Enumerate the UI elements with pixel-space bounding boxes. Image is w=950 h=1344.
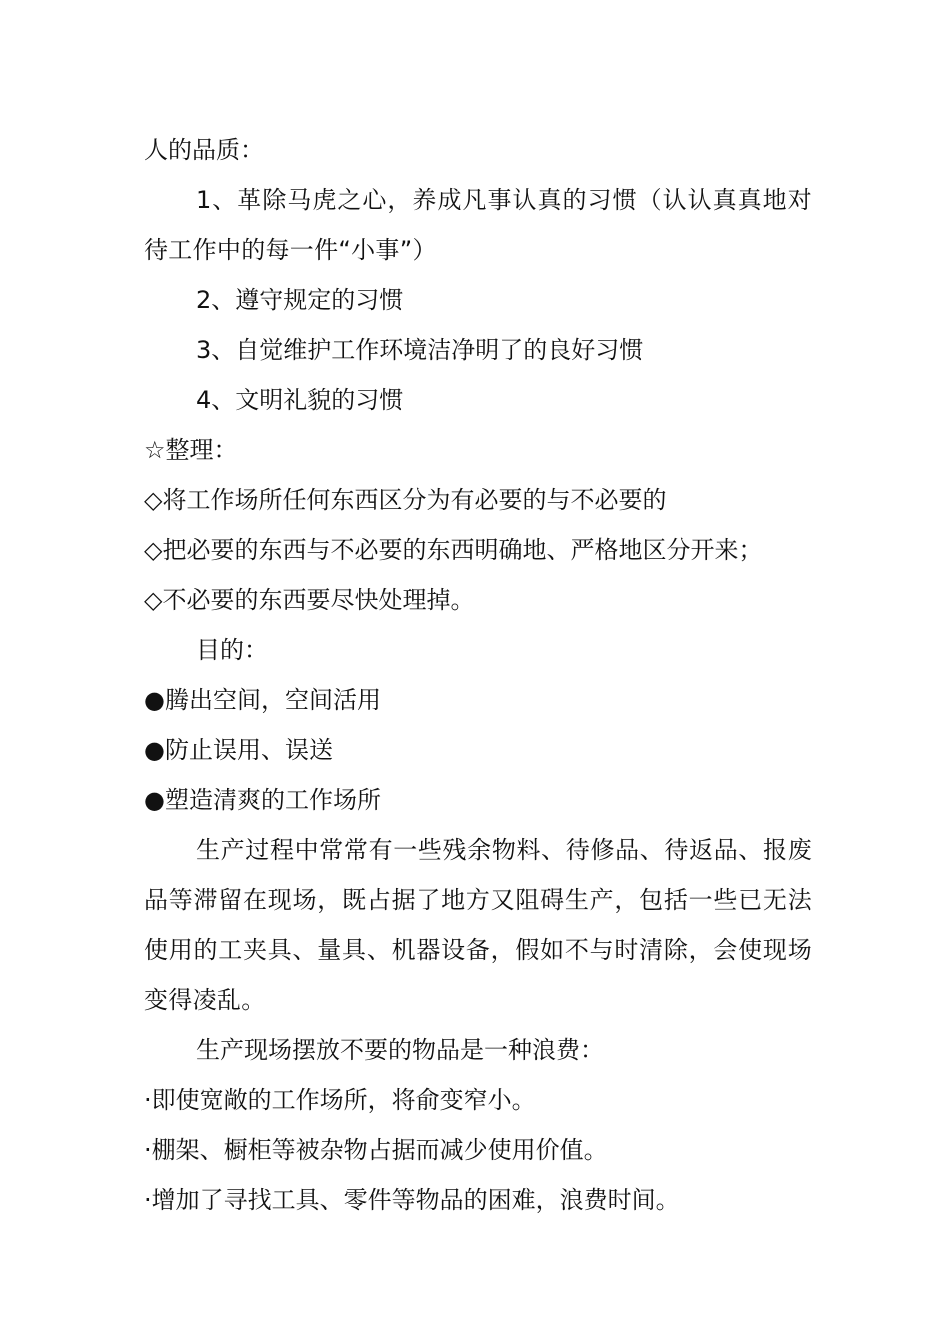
paragraph-production-leftovers: 生产过程中常常有一些残余物料、待修品、待返品、报废品等滞留在现场，既占据了地方又阻碍生产，包括一些已无法使用的工夹具、量具、机器设备，假如不与时清除，会使现场变得凌乱。 [144,836,812,1014]
qualities-heading: 人的品质： [144,136,264,164]
waste-point-3: ·增加了寻找工具、零件等物品的困难，浪费时间。 [144,1186,680,1214]
quality-item-2: 2、遵守规定的习惯 [196,286,404,314]
seiri-point-3: ◇不必要的东西要尽快处理掉。 [144,586,475,614]
document-page [144,125,812,1225]
paragraph-waste-intro: 生产现场摆放不要的物品是一种浪费： [196,1036,604,1064]
purpose-item-1: ●腾出空间，空间活用 [144,686,381,714]
purpose-heading: 目的： [196,636,268,664]
quality-item-4: 4、文明礼貌的习惯 [196,386,404,414]
purpose-item-3: ●塑造清爽的工作场所 [144,786,381,814]
quality-item-3: 3、自觉维护工作环境洁净明了的良好习惯 [196,336,644,364]
waste-point-2: ·棚架、橱柜等被杂物占据而减少使用价值。 [144,1136,608,1164]
waste-point-1: ·即使宽敞的工作场所，将俞变窄小。 [144,1086,536,1114]
seiri-point-2: ◇把必要的东西与不必要的东西明确地、严格地区分开来； [144,536,763,564]
purpose-item-2: ●防止误用、误送 [144,736,333,764]
quality-item-1: 1、革除马虎之心，养成凡事认真的习惯（认认真真地对待工作中的每一件“小事”） [144,186,812,264]
seiri-point-1: ◇将工作场所任何东西区分为有必要的与不必要的 [144,486,667,514]
seiri-heading: ☆整理： [144,436,238,464]
